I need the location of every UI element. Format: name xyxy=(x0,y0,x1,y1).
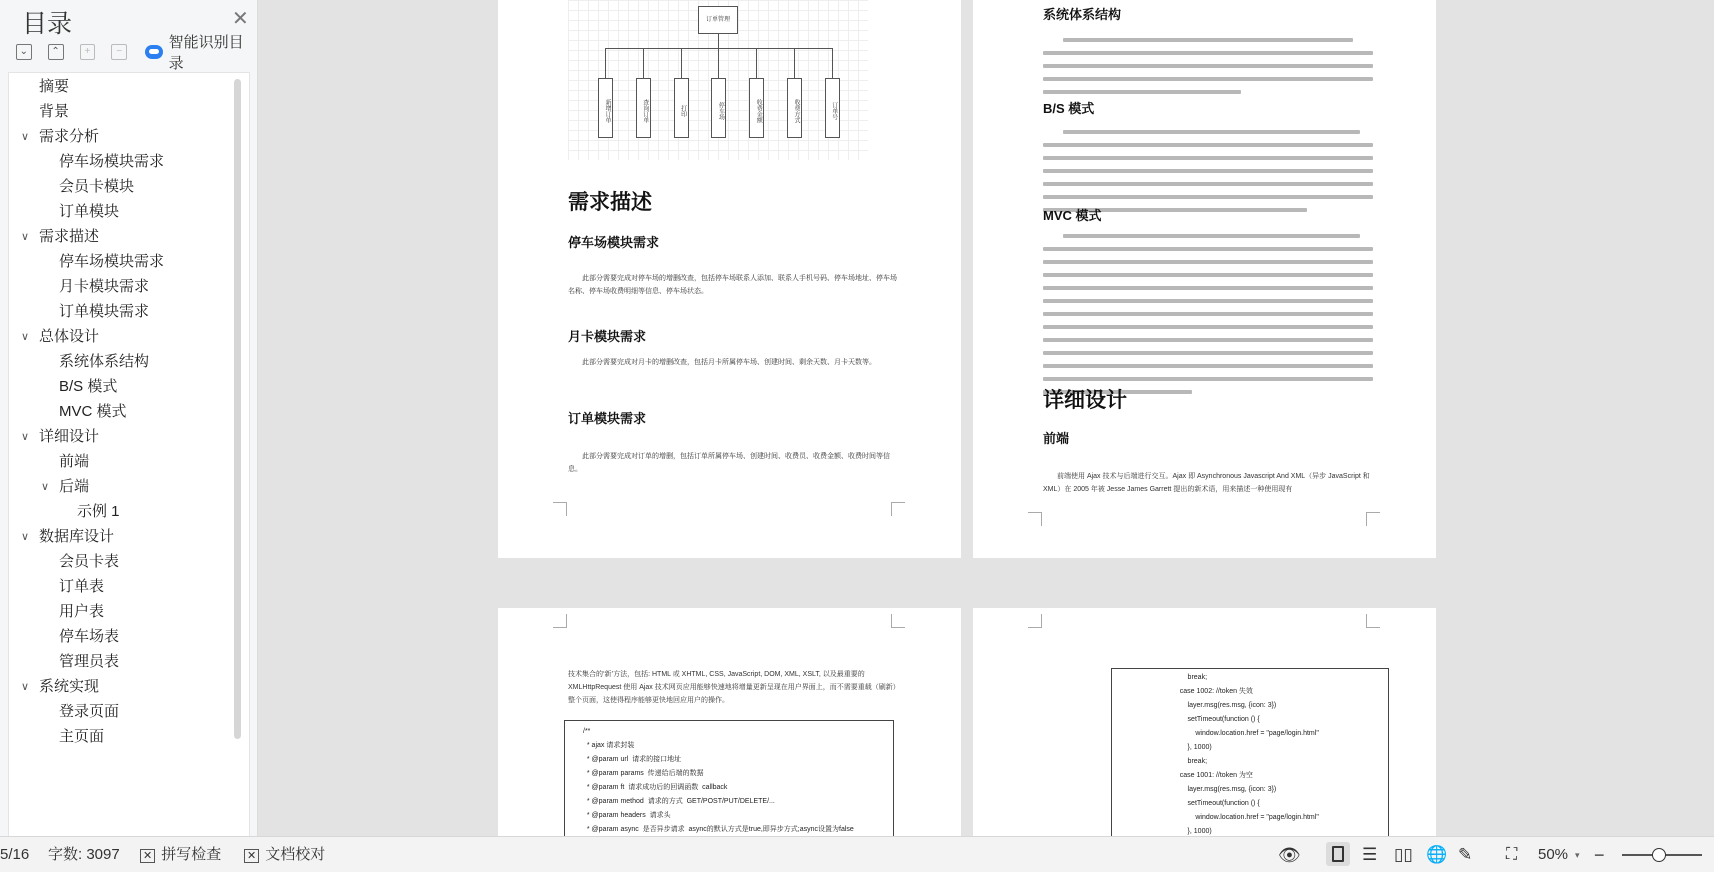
expand-all-icon[interactable]: ⌄ xyxy=(16,44,32,60)
reading-mode-icon[interactable]: ▯▯ xyxy=(1394,845,1413,864)
ai-toc-button[interactable] xyxy=(145,31,257,73)
diagram-child-box: 订单号 xyxy=(825,78,840,138)
text-arch-lines xyxy=(1043,38,1373,39)
web-view-icon[interactable]: 🌐 xyxy=(1426,845,1448,864)
heading-arch: 系统体系结构 xyxy=(1043,7,1122,22)
toc-item[interactable]: 总体设计 xyxy=(39,328,100,345)
pen-icon[interactable]: ✎ xyxy=(1458,845,1473,864)
zoom-level[interactable]: 50% xyxy=(1538,846,1569,863)
toc-sidebar xyxy=(0,0,258,836)
toc-list xyxy=(8,72,250,836)
fit-page-icon[interactable]: ⛶ xyxy=(1506,846,1518,863)
text-mvc-lines xyxy=(1043,234,1373,235)
spell-check-icon: ✕ xyxy=(140,849,155,863)
diagram-connector xyxy=(605,48,606,78)
toc-item[interactable]: 背景 xyxy=(39,103,70,120)
heading-parking: 停车场模块需求 xyxy=(568,235,660,250)
toc-item[interactable]: 系统体系结构 xyxy=(59,353,150,370)
page-4 xyxy=(973,608,1436,836)
toc-scrollbar[interactable] xyxy=(234,79,241,739)
toc-item[interactable]: 订单模块 xyxy=(59,203,120,220)
toc-expand-chevron-icon[interactable]: ∨ xyxy=(21,681,30,693)
heading-mvc: MVC 模式 xyxy=(1043,208,1102,223)
toc-expand-chevron-icon[interactable]: ∨ xyxy=(41,481,50,493)
diagram-connector xyxy=(643,48,644,78)
status-bar xyxy=(0,836,1714,872)
toc-item[interactable]: 前端 xyxy=(59,453,90,470)
sidebar-title: 目录 xyxy=(22,10,73,38)
toc-expand-chevron-icon[interactable]: ∨ xyxy=(21,531,30,543)
toc-expand-chevron-icon[interactable]: ∨ xyxy=(21,231,30,243)
toc-item[interactable]: 需求描述 xyxy=(39,228,100,245)
zoom-dropdown-icon[interactable]: ▾ xyxy=(1575,850,1580,860)
diagram-connector xyxy=(756,48,757,78)
heading-front: 前端 xyxy=(1043,431,1070,446)
toc-item[interactable]: 停车场表 xyxy=(59,628,120,645)
zoom-slider-handle[interactable] xyxy=(1652,848,1666,862)
toc-item[interactable]: 会员卡表 xyxy=(59,553,120,570)
page-view-icon[interactable] xyxy=(1326,842,1350,866)
toc-item[interactable]: 订单模块需求 xyxy=(59,303,150,320)
toc-item[interactable]: 停车场模块需求 xyxy=(59,153,165,170)
toc-item[interactable]: 后端 xyxy=(59,478,90,495)
proofread-icon: ✕ xyxy=(244,849,259,863)
toc-expand-chevron-icon[interactable]: ∨ xyxy=(21,431,30,443)
heading-bs: B/S 模式 xyxy=(1043,101,1095,116)
diagram-connector xyxy=(681,48,682,78)
toc-expand-chevron-icon[interactable]: ∨ xyxy=(21,331,30,343)
diagram-connector xyxy=(832,48,833,78)
toc-item[interactable]: 用户表 xyxy=(59,603,105,620)
page-indicator[interactable]: 5/16 xyxy=(0,846,30,863)
page-2 xyxy=(973,0,1436,558)
toc-item[interactable]: MVC 模式 xyxy=(59,403,127,420)
toc-item[interactable]: 停车场模块需求 xyxy=(59,253,165,270)
code-block-ajax xyxy=(564,720,894,850)
toc-expand-chevron-icon[interactable]: ∨ xyxy=(21,131,30,143)
toc-item[interactable]: 登录页面 xyxy=(59,703,120,720)
toc-item[interactable]: 系统实现 xyxy=(39,678,100,695)
para-ajax: 技术集合的‘新’方法，包括: HTML 或 XHTML, CSS, JavaScript, DOM, XML, XSLT, 以及最重要的 XMLHttpRequest 使用 Ajax 技术网页应用能够快速地将增量更新呈现在用户界面上，而不需要重载（刷新）整个页面，这使得程序能够更快地回应用户的操作。 xyxy=(568,671,897,704)
word-count[interactable]: 字数: 3097 xyxy=(48,846,120,863)
para-monthly: 此部分需要完成对月卡的增删改查，包括月卡所属停车场、创建时间、剩余天数、月卡天数等。 xyxy=(582,359,876,366)
heading-monthly: 月卡模块需求 xyxy=(568,329,647,344)
text-bs-lines xyxy=(1043,130,1373,131)
ai-robot-icon xyxy=(145,45,163,59)
proofread-button[interactable] xyxy=(244,845,325,866)
toc-item[interactable]: 需求分析 xyxy=(39,128,100,145)
toc-item[interactable]: 月卡模块需求 xyxy=(59,278,150,295)
diagram-child-box: 停车场 xyxy=(711,78,726,138)
diagram-child-box: 查询订单 xyxy=(636,78,651,138)
toc-item[interactable]: 示例 1 xyxy=(77,503,120,520)
code-token: break; case 1002: //token 失效 layer.msg(res.msg, {icon: 3}) setTimeout(function () { window.location.href = "page/login.html" }, 1000) break; case 1001: //token 为空 layer.msg(res.msg, {icon: 3}) setTimeout(function () { window.location.href = "page/login.html" }, 1000) xyxy=(1179,674,1319,835)
diagram-connector xyxy=(794,48,795,78)
diagram-child-box: 打印 xyxy=(674,78,689,138)
toc-item[interactable]: B/S 模式 xyxy=(59,378,118,395)
heading-order: 订单模块需求 xyxy=(568,411,647,426)
toc-toolbar xyxy=(16,34,257,72)
heading-req-desc: 需求描述 xyxy=(568,190,652,214)
para-parking: 此部分需要完成对停车场的增删改查，包括停车场联系人添加、联系人手机号码、停车场地址、停车场名称、停车场收费明细等信息、停车场状态。 xyxy=(568,275,897,295)
page-3 xyxy=(498,608,961,836)
para-order: 此部分需要完成对订单的增删，包括订单所属停车场、创建时间、收费员、收费金额、收费时间等信息。 xyxy=(568,453,890,473)
para-front: 前端使用 Ajax 技术与后端进行交互。Ajax 即 Asynchronous Javascript And XML（异步 JavaScript 和 XML）在 2005 年被 Jesse James Garrett 提出的新术语，用来描述一种使用现有 xyxy=(1043,473,1370,493)
code-ajax: /** * ajax 请求封装 * @param url 请求的接口地址 * @param params 传递给后端的数据 * @param ft 请求成功后的回调函数 callback * @param method 请求的方式 GET/POST/PUT/DELETE/... * @param headers 请求头 * @param async 是否异步请求 async的默认方式是true,即异步方式;async设置为false xyxy=(583,728,854,833)
diagram-child-box: 收费方式 xyxy=(787,78,802,138)
remove-heading-icon[interactable]: − xyxy=(111,44,127,60)
toc-item[interactable]: 订单表 xyxy=(59,578,105,595)
toc-item[interactable]: 会员卡模块 xyxy=(59,178,135,195)
spell-check-button[interactable] xyxy=(140,845,221,866)
diagram-root: 订单管理 xyxy=(698,6,738,34)
toc-item[interactable]: 数据库设计 xyxy=(39,528,115,545)
diagram-child-box: 收费金额 xyxy=(749,78,764,138)
toc-item[interactable]: 主页面 xyxy=(59,728,105,745)
diagram-child-box: 新增订单 xyxy=(598,78,613,138)
eye-protection-icon[interactable]: 👁 xyxy=(1278,845,1301,865)
code-block-token xyxy=(1111,668,1389,848)
zoom-out-icon[interactable]: − xyxy=(1594,845,1605,865)
heading-detail: 详细设计 xyxy=(1043,388,1127,412)
page-1 xyxy=(498,0,961,558)
outline-view-icon[interactable]: ☰ xyxy=(1362,845,1378,864)
close-icon[interactable]: ✕ xyxy=(232,8,249,30)
ai-toc-label: 智能识别目录 xyxy=(168,34,244,72)
add-heading-icon[interactable]: + xyxy=(80,44,96,60)
proofread-label: 文档校对 xyxy=(265,846,326,863)
module-diagram xyxy=(568,0,868,160)
toc-item[interactable]: 详细设计 xyxy=(39,428,100,445)
toc-item[interactable]: 摘要 xyxy=(39,78,70,95)
diagram-connector xyxy=(718,48,719,78)
collapse-all-icon[interactable]: ⌃ xyxy=(48,44,64,60)
toc-item[interactable]: 管理员表 xyxy=(59,653,120,670)
spell-check-label: 拼写检查 xyxy=(161,846,222,863)
